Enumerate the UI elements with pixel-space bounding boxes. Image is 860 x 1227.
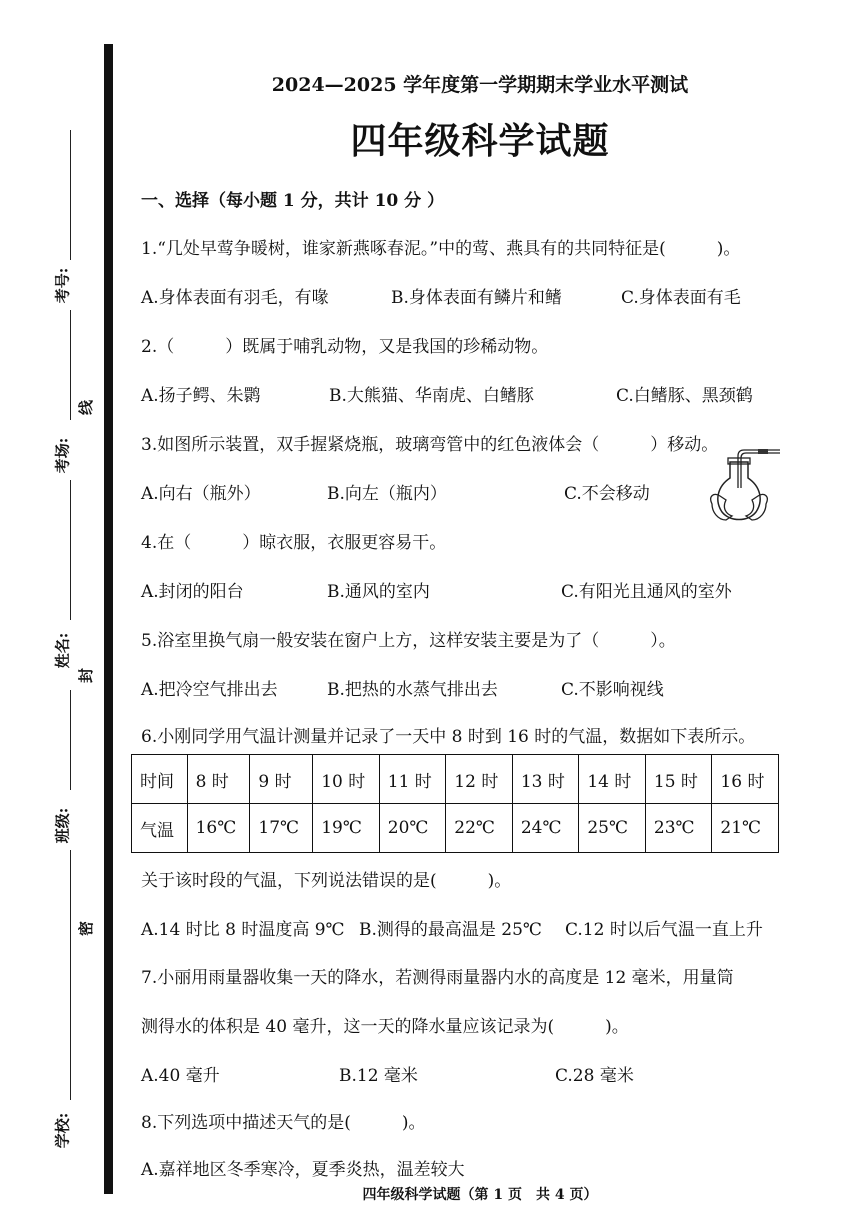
temp-cell: 23℃ [645,804,712,853]
time-cell: 16 时 [712,755,779,804]
question-1-stem: 1.“几处早莺争暖树，谁家新燕啄春泥。”中的莺、燕具有的共同特征是( )。 [141,239,741,259]
option-b: B.测得的最高温是 25℃ [359,920,542,940]
temp-cell: 16℃ [187,804,250,853]
name-label: 姓名: [53,632,72,669]
exam-title: 四年级科学试题 [350,120,610,162]
question-8-options [141,1155,821,1183]
temp-cell: 22℃ [446,804,513,853]
question-2-stem: 2.（ ）既属于哺乳动物，又是我国的珍稀动物。 [141,337,549,357]
question-6-prompt: 关于该时段的气温，下列说法错误的是( )。 [141,871,512,891]
option-b: B.把热的水蒸气排出去 [327,680,498,700]
option-c: C.有阳光且通风的室外 [561,582,732,602]
exam-number-label: 考号: [53,267,72,304]
table-row [132,755,779,804]
question-6-options [141,915,821,943]
field-line [70,690,71,790]
time-cell: 11 时 [379,755,446,804]
question-3-stem: 3.如图所示装置，双手握紧烧瓶，玻璃弯管中的红色液体会（ ）移动。 [141,435,719,455]
time-cell: 9 时 [250,755,313,804]
question-7-options [141,1061,821,1089]
time-cell: 15 时 [645,755,712,804]
option-a: A.14 时比 8 时温度高 9℃ [141,920,345,940]
question-5-stem: 5.浴室里换气扇一般安装在窗户上方，这样安装主要是为了（ ）。 [141,631,676,651]
option-b: B.12 毫米 [339,1066,418,1086]
question-7-stem: 7.小丽用雨量器收集一天的降水，若测得雨量器内水的高度是 12 毫米，用量筒 [141,968,734,988]
time-cell: 14 时 [579,755,646,804]
time-cell: 13 时 [512,755,579,804]
question-4-stem: 4.在（ ）晾衣服，衣服更容易干。 [141,533,447,553]
option-a: A.向右（瓶外） [141,484,261,504]
temp-cell: 19℃ [313,804,380,853]
option-a: A.身体表面有羽毛，有喙 [141,288,329,308]
time-cell: 8 时 [187,755,250,804]
page-footer: 四年级科学试题（第 1 页 共 4 页） [362,1187,598,1203]
option-a: A.40 毫升 [141,1066,220,1086]
option-c: C.不会移动 [564,484,650,504]
option-c: C.28 毫米 [555,1066,634,1086]
option-b: B.通风的室内 [327,582,430,602]
field-line [70,130,71,260]
table-row [132,804,779,853]
option-a: A.封闭的阳台 [141,582,244,602]
temperature-table [131,754,779,853]
temp-cell: 24℃ [512,804,579,853]
option-c: C.不影响视线 [561,680,664,700]
time-cell: 12 时 [446,755,513,804]
exam-subtitle: 2024—2025 学年度第一学期期末学业水平测试 [271,74,689,96]
question-2-options [141,381,821,409]
temp-cell: 25℃ [579,804,646,853]
option-c: C.12 时以后气温一直上升 [565,920,763,940]
option-b: B.大熊猫、华南虎、白鳍豚 [329,386,534,406]
row-label: 时间 [132,755,188,804]
field-line [70,310,71,420]
option-b: B.向左（瓶内） [327,484,447,504]
option-a: A.把冷空气排出去 [141,680,278,700]
option-c: C.白鳍豚、黑颈鹤 [616,386,753,406]
school-label: 学校: [53,1112,72,1149]
option-a: A.扬子鳄、朱鹮 [141,386,261,406]
question-7-stem-cont: 测得水的体积是 40 毫升，这一天的降水量应该记录为( )。 [141,1017,629,1037]
field-line [70,850,71,1100]
option-b: B.身体表面有鳞片和鳍 [391,288,562,308]
class-label: 班级: [53,807,72,844]
temp-cell: 21℃ [712,804,779,853]
flask-apparatus-icon [704,448,784,528]
field-line [70,480,71,620]
question-8-stem: 8.下列选项中描述天气的是( )。 [141,1113,426,1133]
seal-char-secret: 密 [77,920,96,937]
question-6-stem: 6.小刚同学用气温计测量并记录了一天中 8 时到 16 时的气温，数据如下表所示。 [141,727,756,747]
time-cell: 10 时 [313,755,380,804]
section-heading: 一、选择（每小题 1 分，共计 10 分 ） [141,191,445,211]
question-4-options [141,577,821,605]
option-a: A.嘉祥地区冬季寒冷，夏季炎热，温差较大 [141,1160,465,1180]
seal-char-seal: 封 [77,667,96,684]
temp-cell: 17℃ [250,804,313,853]
option-c: C.身体表面有毛 [621,288,741,308]
question-5-options [141,675,821,703]
row-label: 气温 [132,804,188,853]
question-1-options [141,283,821,311]
temp-cell: 20℃ [379,804,446,853]
seal-char-line: 线 [77,399,96,416]
exam-room-label: 考场: [53,437,72,474]
binding-bar [104,44,113,1194]
